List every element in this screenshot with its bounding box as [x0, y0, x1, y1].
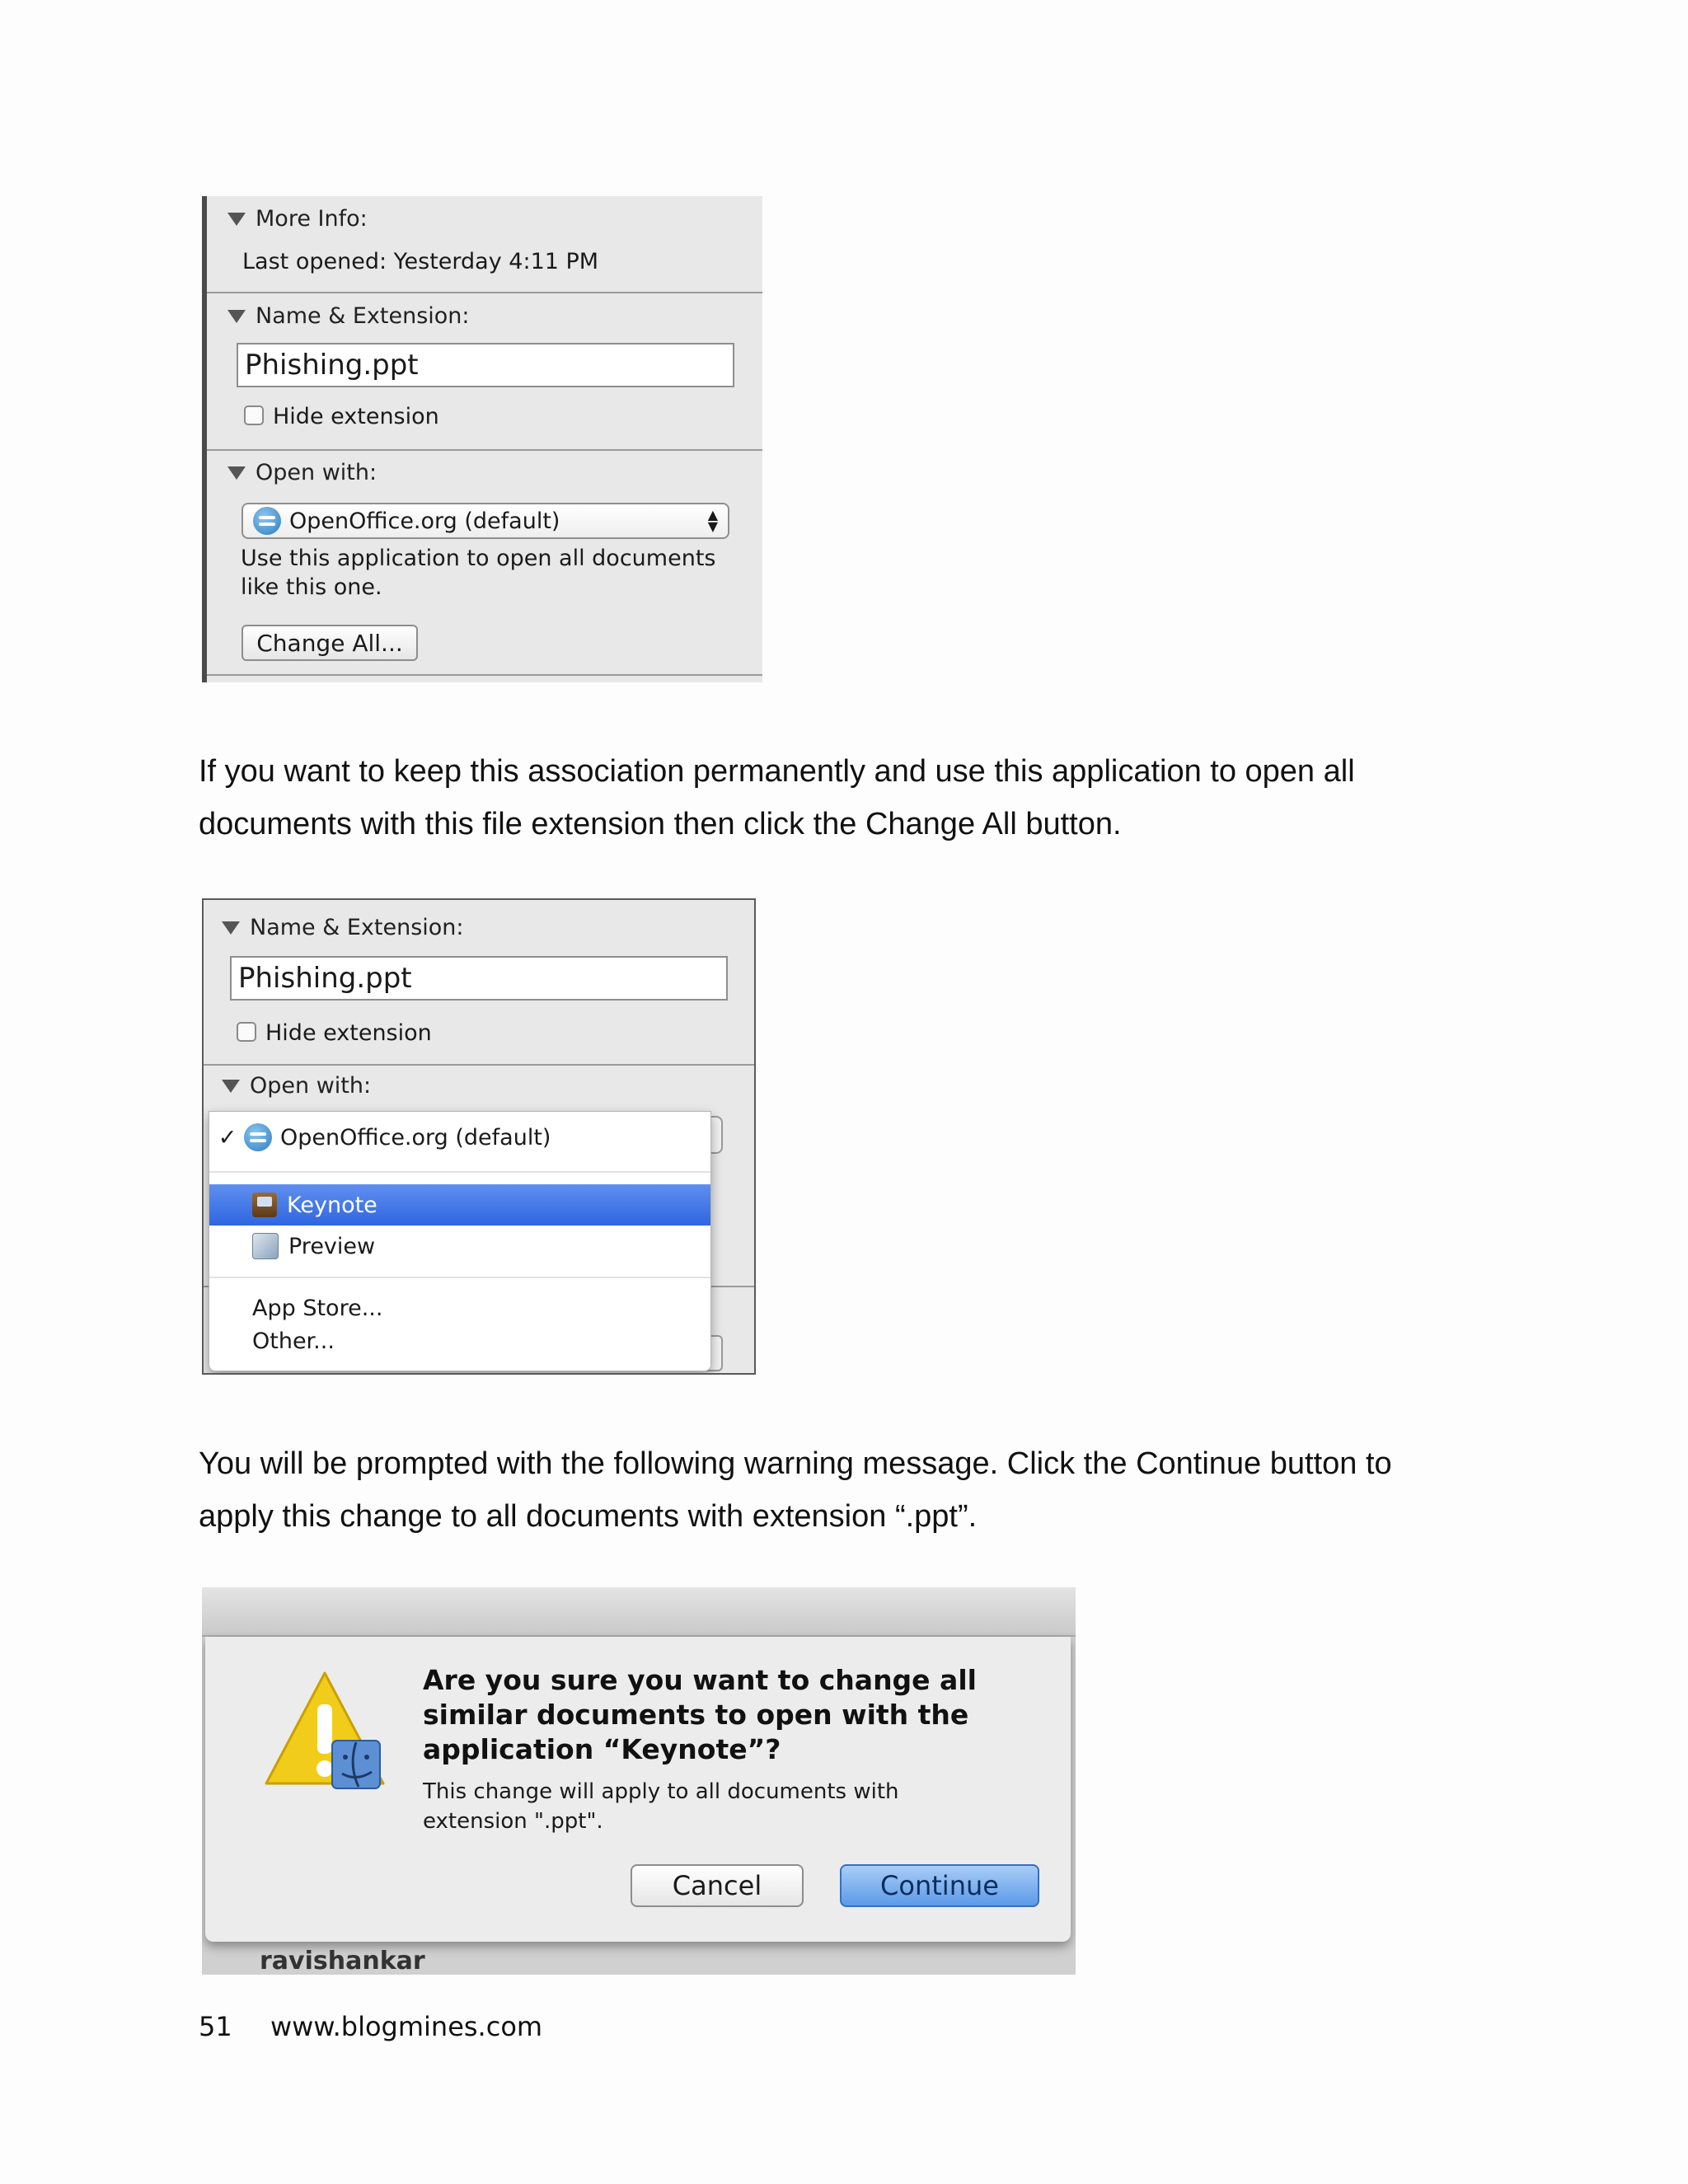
warning-dialog-screenshot: [202, 1587, 1076, 1975]
filename-input[interactable]: Phishing.ppt: [237, 343, 734, 387]
alert-title-line: application “Keynote”?: [423, 1733, 781, 1765]
menu-separator: [209, 1171, 710, 1173]
hide-extension-label: Hide extension: [273, 404, 439, 429]
openoffice-icon: [244, 1123, 272, 1151]
hide-extension-label: Hide extension: [265, 1020, 432, 1046]
name-extension-disclosure[interactable]: [222, 915, 464, 940]
name-extension-label: Name & Extension:: [250, 915, 464, 940]
menu-item-label: OpenOffice.org (default): [280, 1124, 551, 1151]
open-with-label: Open with:: [250, 1073, 372, 1099]
last-opened-text: Last opened: Yesterday 4:11 PM: [242, 249, 599, 274]
name-extension-label: Name & Extension:: [256, 303, 470, 329]
menu-item-label: App Store...: [252, 1295, 383, 1321]
paragraph-line: You will be prompted with the following warning message. Click the Continue button to: [199, 1446, 1392, 1481]
menu-item-label: Keynote: [287, 1192, 377, 1218]
name-extension-disclosure[interactable]: [227, 303, 470, 329]
paragraph-line: documents with this file extension then click the Change All button.: [199, 807, 1122, 841]
open-with-disclosure[interactable]: [227, 460, 377, 485]
menu-item-label: Preview: [288, 1233, 376, 1259]
menu-item-label: Other...: [252, 1328, 335, 1354]
alert-title-line: Are you sure you want to change all: [423, 1664, 977, 1696]
checkmark-icon: ✓: [218, 1124, 237, 1151]
alert-body-line: This change will apply to all documents with: [423, 1779, 899, 1804]
menu-item-app-store[interactable]: [209, 1291, 710, 1324]
cancel-button[interactable]: Cancel: [631, 1864, 804, 1907]
open-with-label: Open with:: [256, 460, 377, 485]
window-titlebar: [202, 1587, 1076, 1637]
menu-item-openoffice[interactable]: [209, 1118, 710, 1156]
alert-body: [423, 1777, 899, 1836]
alert-title-line: similar documents to open with the: [423, 1699, 969, 1731]
divider: [204, 1064, 754, 1066]
divider: [207, 292, 762, 293]
open-with-menu-screenshot: [202, 898, 756, 1375]
alert-body-line: extension ".ppt".: [423, 1809, 603, 1834]
divider: [207, 449, 762, 451]
disclosure-triangle-icon: [222, 921, 240, 935]
paragraph-line: If you want to keep this association permanently and use this application to open all: [199, 754, 1355, 789]
alert-sheet: [205, 1637, 1071, 1942]
popup-arrows-icon: ▲ ▼: [707, 507, 718, 534]
description-line-2: like this one.: [241, 574, 382, 600]
continue-button[interactable]: Continue: [840, 1864, 1039, 1907]
open-with-popup[interactable]: [241, 503, 729, 539]
openoffice-icon: [253, 507, 281, 535]
menu-item-keynote[interactable]: [209, 1184, 710, 1226]
footer-website-link[interactable]: www.blogmines.com: [270, 2011, 543, 2042]
background-window-text: ravishankar: [260, 1947, 425, 1975]
keynote-icon: [252, 1193, 277, 1217]
more-info-label: More Info:: [256, 206, 368, 232]
menu-item-other[interactable]: [209, 1324, 710, 1357]
paragraph-line: apply this change to all documents with extension “.ppt”.: [199, 1499, 978, 1534]
open-with-disclosure[interactable]: [222, 1073, 371, 1099]
warning-icon: [263, 1668, 387, 1792]
disclosure-triangle-icon: [227, 310, 246, 323]
disclosure-triangle-icon: [222, 1080, 240, 1093]
menu-separator: [209, 1277, 710, 1278]
description-line-1: Use this application to open all documents: [241, 546, 716, 571]
open-with-dropdown-menu[interactable]: [209, 1111, 711, 1371]
hide-extension-checkbox[interactable]: [244, 405, 264, 425]
paragraph-change-all: [199, 745, 1355, 851]
change-all-button[interactable]: Change All...: [241, 625, 418, 661]
menu-item-preview[interactable]: [209, 1227, 710, 1265]
selected-app-label: OpenOffice.org (default): [289, 508, 560, 534]
alert-title: [423, 1663, 977, 1767]
page-number: 51: [199, 2011, 232, 2042]
get-info-screenshot-1: [202, 196, 762, 682]
paragraph-warning: [199, 1437, 1392, 1543]
divider: [207, 674, 762, 676]
filename-input[interactable]: Phishing.ppt: [230, 956, 728, 1001]
hide-extension-checkbox[interactable]: [237, 1022, 256, 1042]
disclosure-triangle-icon: [227, 213, 246, 226]
preview-icon: [252, 1233, 279, 1259]
disclosure-triangle-icon: [227, 466, 246, 480]
more-info-disclosure[interactable]: [227, 206, 368, 232]
